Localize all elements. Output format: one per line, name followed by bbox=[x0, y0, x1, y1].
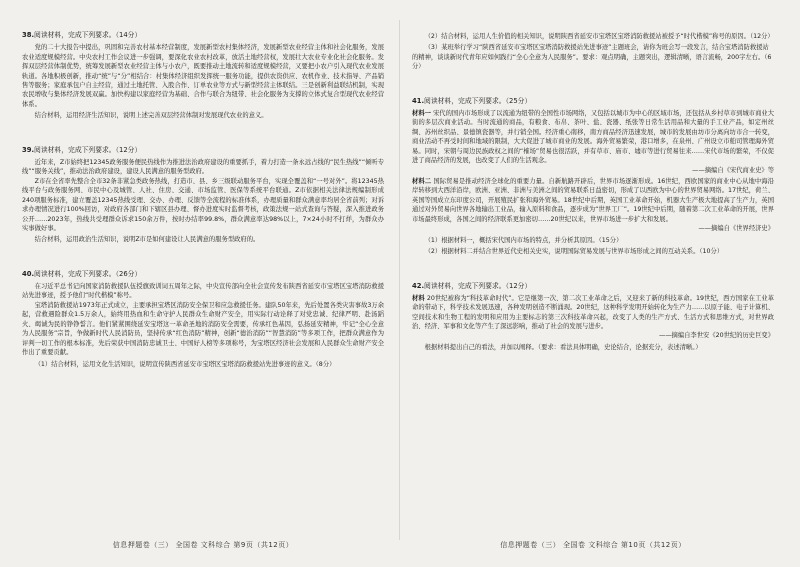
page-9-footer: 信息押题卷（三） 全国卷 文科综合 第9页（共12页） bbox=[112, 541, 294, 549]
question-instruction: 阅读材料，完成下列要求。（14分） bbox=[34, 31, 142, 39]
question-42-source: ——摘编自李世安《20世纪的历史巨变》 bbox=[658, 332, 774, 340]
material-text: 20世纪被称为“科技革命时代”。它是继第一次、第二次工业革命之后，又迎来了新的科技革命。19世纪，西方国家在工业革命的带动下，科学技术发展迅速，各种发明创造不断涌现。20世纪，这种科学发明开始转化为生产力……以原子能、电子计算机、空间技术和生物工程的发明和应用为主要标志的第三次科技革命兴起，改变了人类的生产方式、生活方式和思维方式，对世界政治、经济、军事和文化等产生了深远影响，推动了社会的发展与进步。 bbox=[412, 294, 774, 330]
question-38-material: 党的二十大报告中提出，巩固和完善农村基本经营制度，发展新型农村集体经济，发展新型农业经营主体和社会化服务，发展农业适度规模经营。中央农村工作会议进一步强调，要深化农业农村改革，放活土地经营权，发展壮大农业专业化社会化服务。发挥双层经营体制优势，统筹发展新型农业经营主体与小农户，既要推动土地流转和适度规模经营，又要把小农户引入现代农业发展轨道。各地积极创新，推动“统”与“分”相结合：村集体经济组织发挥统一服务功能，提供农资供应、农机作业、技术指导、产品销售等服务；家庭承包户自主经营，通过土地托管、入股合作、订单农业等方式与新型经营主体联结。三是创新利益联结机制，实现农民增收与集体经济发展双赢。加快构建以家庭经营为基础、合作与联合为纽带、社会化服务为支撑的立体式复合型现代农业经营体系。 bbox=[22, 44, 384, 108]
question-38 bbox=[22, 30, 384, 121]
question-41-source-2: ——摘编自《世界经济史》 bbox=[698, 225, 774, 233]
question-42-task: 根据材料提出自己的看法，并加以阐释。（要求：看法具体明确，史论结合，论据充分，表述清晰。） bbox=[424, 343, 702, 351]
question-39-head bbox=[22, 145, 384, 155]
question-41-material-1 bbox=[412, 109, 774, 166]
question-instruction: 阅读材料，完成下列要求。（12分） bbox=[34, 145, 142, 154]
question-42-material bbox=[412, 294, 774, 332]
question-39 bbox=[22, 145, 384, 245]
question-40-task-3: （3）某班举行学习“陕西省延安市宝塔区宝塔消防救援站先进事迹”主题班会，请你为班会写一段发言，结合宝塔消防救援站的精神，谈谈新时代青年应如何践行“全心全意为人民服务”。要求：观点明确，主题突出，逻辑清晰，语言流畅，200字左右。（6分） bbox=[412, 44, 772, 71]
question-39-material-1: 近年来，Z市始终把12345政务服务便民热线作为推进法治政府建设的重要抓手，着力打造一条永远占线的“民生热线”“倾听专线”“服务关线”，推动法治政府建设，建设人民满意的服务型政府。 bbox=[22, 158, 384, 176]
question-40-material-2: 宝塔消防救援站1973年正式成立，主要承担宝塔区消防安全保卫和应急救援任务。建队50年来，先后处置各类灾害事故3万余起，营救遇险群众1.5万余人，始终用热血和生命守护人民群众生命财产安全，用实际行动诠释了对党忠诚、纪律严明、赴汤蹈火、竭诚为民的铮铮誓言。他们紧紧围绕延安宝塔这一革命圣地的消防安全需要，传承红色基因，弘扬延安精神，牢记“全心全意为人民服务”宗旨，争做新时代人民消防员，坚持传承“红色消防”精神，创新“德治消防”“智慧消防”等多项工作，把群众满意作为评判一切工作的根本标准，先后荣获中国消防忠诚卫士、中国好人榜等多项称号，为宝塔区经济社会发展和人民群众生命财产安全作出了重要贡献。 bbox=[22, 301, 384, 357]
question-instruction: 阅读材料，完成下列要求。（26分） bbox=[34, 269, 142, 278]
question-40-task-2: （2）结合材料，运用人生价值的相关知识，说明陕西省延安市宝塔区宝塔消防救援站被授予“时代楷模”称号的原因。（12分） bbox=[424, 33, 774, 40]
question-41-material-2 bbox=[412, 177, 774, 224]
material-label: 材料一 bbox=[412, 109, 431, 117]
question-instruction: 阅读材料，完成下列要求。（12分） bbox=[424, 281, 532, 290]
material-label: 材料二 bbox=[412, 178, 432, 185]
page-9 bbox=[22, 30, 384, 535]
question-40-head bbox=[22, 269, 384, 279]
material-label: 材料 bbox=[412, 294, 425, 302]
question-38-head bbox=[22, 30, 384, 40]
material-text: 宋代的国内市场形成了以流通为纽带的全国性市场网络，又包括以城市为中心的区域市场，还包括从乡村草市到城市商业大街的多层次商业活动。当时流通的商品，有粮食、布帛、茶叶、盐、瓷器、纸张等日常生活用品和大量的手工业产品，如定州丝绸、苏州丝织品、景德镇瓷器等，并行销全国。经济重心南移，南方商品经济迅速发展，城市的发展由坊市分离向坊市合一转变，商业活动不再受时间和地域的限制，大大促进了城市商业的发展。海外贸易繁荣，港口增多，在泉州、广州设立市舶司管理海外贸易。同时，宋朝与周边民族政权之间的“榷场”贸易也很活跃，并有草市、庙市、墟市等进行贸易往来……宋代市场的繁荣，不仅促进了商品经济的发展，也改变了人们的生活观念。 bbox=[412, 109, 774, 165]
question-41-task-1: （1）根据材料一，概括宋代国内市场的特点，并分析其原因。（15分） bbox=[424, 236, 623, 244]
question-42 bbox=[412, 281, 774, 353]
question-40 bbox=[22, 269, 384, 369]
question-41-head bbox=[412, 96, 774, 106]
question-39-task: 结合材料，运用政治生活知识，说明Z市是如何建设让人民满意的服务型政府的。 bbox=[34, 236, 260, 244]
question-number: 40. bbox=[22, 269, 35, 278]
material-text: 国际贸易是推动经济全球化的重要力量。自新航路开辟后，世界市场逐渐形成。16世纪，西欧国家的商业中心从地中海沿岸转移到大西洋沿岸，欧洲、亚洲、非洲与美洲之间的贸易联系日益密切，形成了以西欧为中心的世界贸易网络。17世纪，荷兰、英国等国成立东印度公司，开展殖民扩张和海外贸易。18世纪中后期，英国工业革命开始，机器大生产极大地提高了生产力，英国通过对外贸易向世界各地输出工业品，输入原料和食品，逐步成为“世界工厂”。19世纪中后期，随着第二次工业革命的开展，世界市场最终形成，各国之间的经济联系更加密切……20世纪以来，世界市场进一步扩大和发展。 bbox=[412, 178, 774, 223]
page-10 bbox=[412, 30, 774, 535]
page-10-footer: 信息押题卷（三） 全国卷 文科综合 第10页（共12页） bbox=[500, 541, 686, 549]
question-number: 42. bbox=[412, 281, 425, 290]
question-number: 41. bbox=[412, 96, 425, 105]
question-39-material-2: Z市在全省率先整合全市32条非紧急类政务热线，打造市、县、乡三级联动服务平台，实现全覆盖和“一号对外”。将12345热线平台与政务服务网、市民中心及城管、人社、住房、交通、市场监管、医保等系统平台联通。Z市依据相关法律法规编制形成240项服务标准，建立覆盖12345热线受理、交办、办理、反馈等全流程的标准体系，办理质量和群众满意率均居全省前列；对诉求办理情况进行100%回访，对政府各部门和下辖区县办理、督办进度实时监督考核，政策法规一站式查询与答疑，深入推进政务公开……2023年，热线共受理群众诉求150余万件，按时办结率99.8%，群众满意率达98%以上，7×24小时不打烊，为群众办实事做好事。 bbox=[22, 177, 384, 232]
question-number: 38. bbox=[22, 31, 35, 39]
question-41-source-1: ——摘编自《宋代商业史》等 bbox=[692, 166, 774, 174]
question-41 bbox=[412, 96, 774, 257]
question-40-task-1: （1）结合材料，运用文化生活知识，说明宣传陕西省延安市宝塔区宝塔消防救援站先进事迹的意义。（8分） bbox=[34, 360, 336, 368]
question-number: 39. bbox=[22, 145, 35, 154]
question-40-material-1: 在习近平总书记向国家消防救援队伍授旗致训词五周年之际，中央宣传部向全社会宣传发布陕西省延安市宝塔区宝塔消防救援站先进事迹，授予他们“时代楷模”称号。 bbox=[22, 283, 384, 300]
question-42-head bbox=[412, 281, 774, 291]
question-38-task: 结合材料，运用经济生活知识，说明上述完善双层经营体制对发展现代农业的意义。 bbox=[34, 112, 268, 120]
question-41-task-2: （2）根据材料二并结合世界近代史相关史实，说明国际贸易发展与世界市场形成之间的互动关系。（10分） bbox=[424, 248, 724, 256]
question-40-continued bbox=[412, 32, 774, 72]
page-divider bbox=[399, 20, 400, 540]
question-instruction: 阅读材料，完成下列要求。（25分） bbox=[424, 96, 532, 105]
